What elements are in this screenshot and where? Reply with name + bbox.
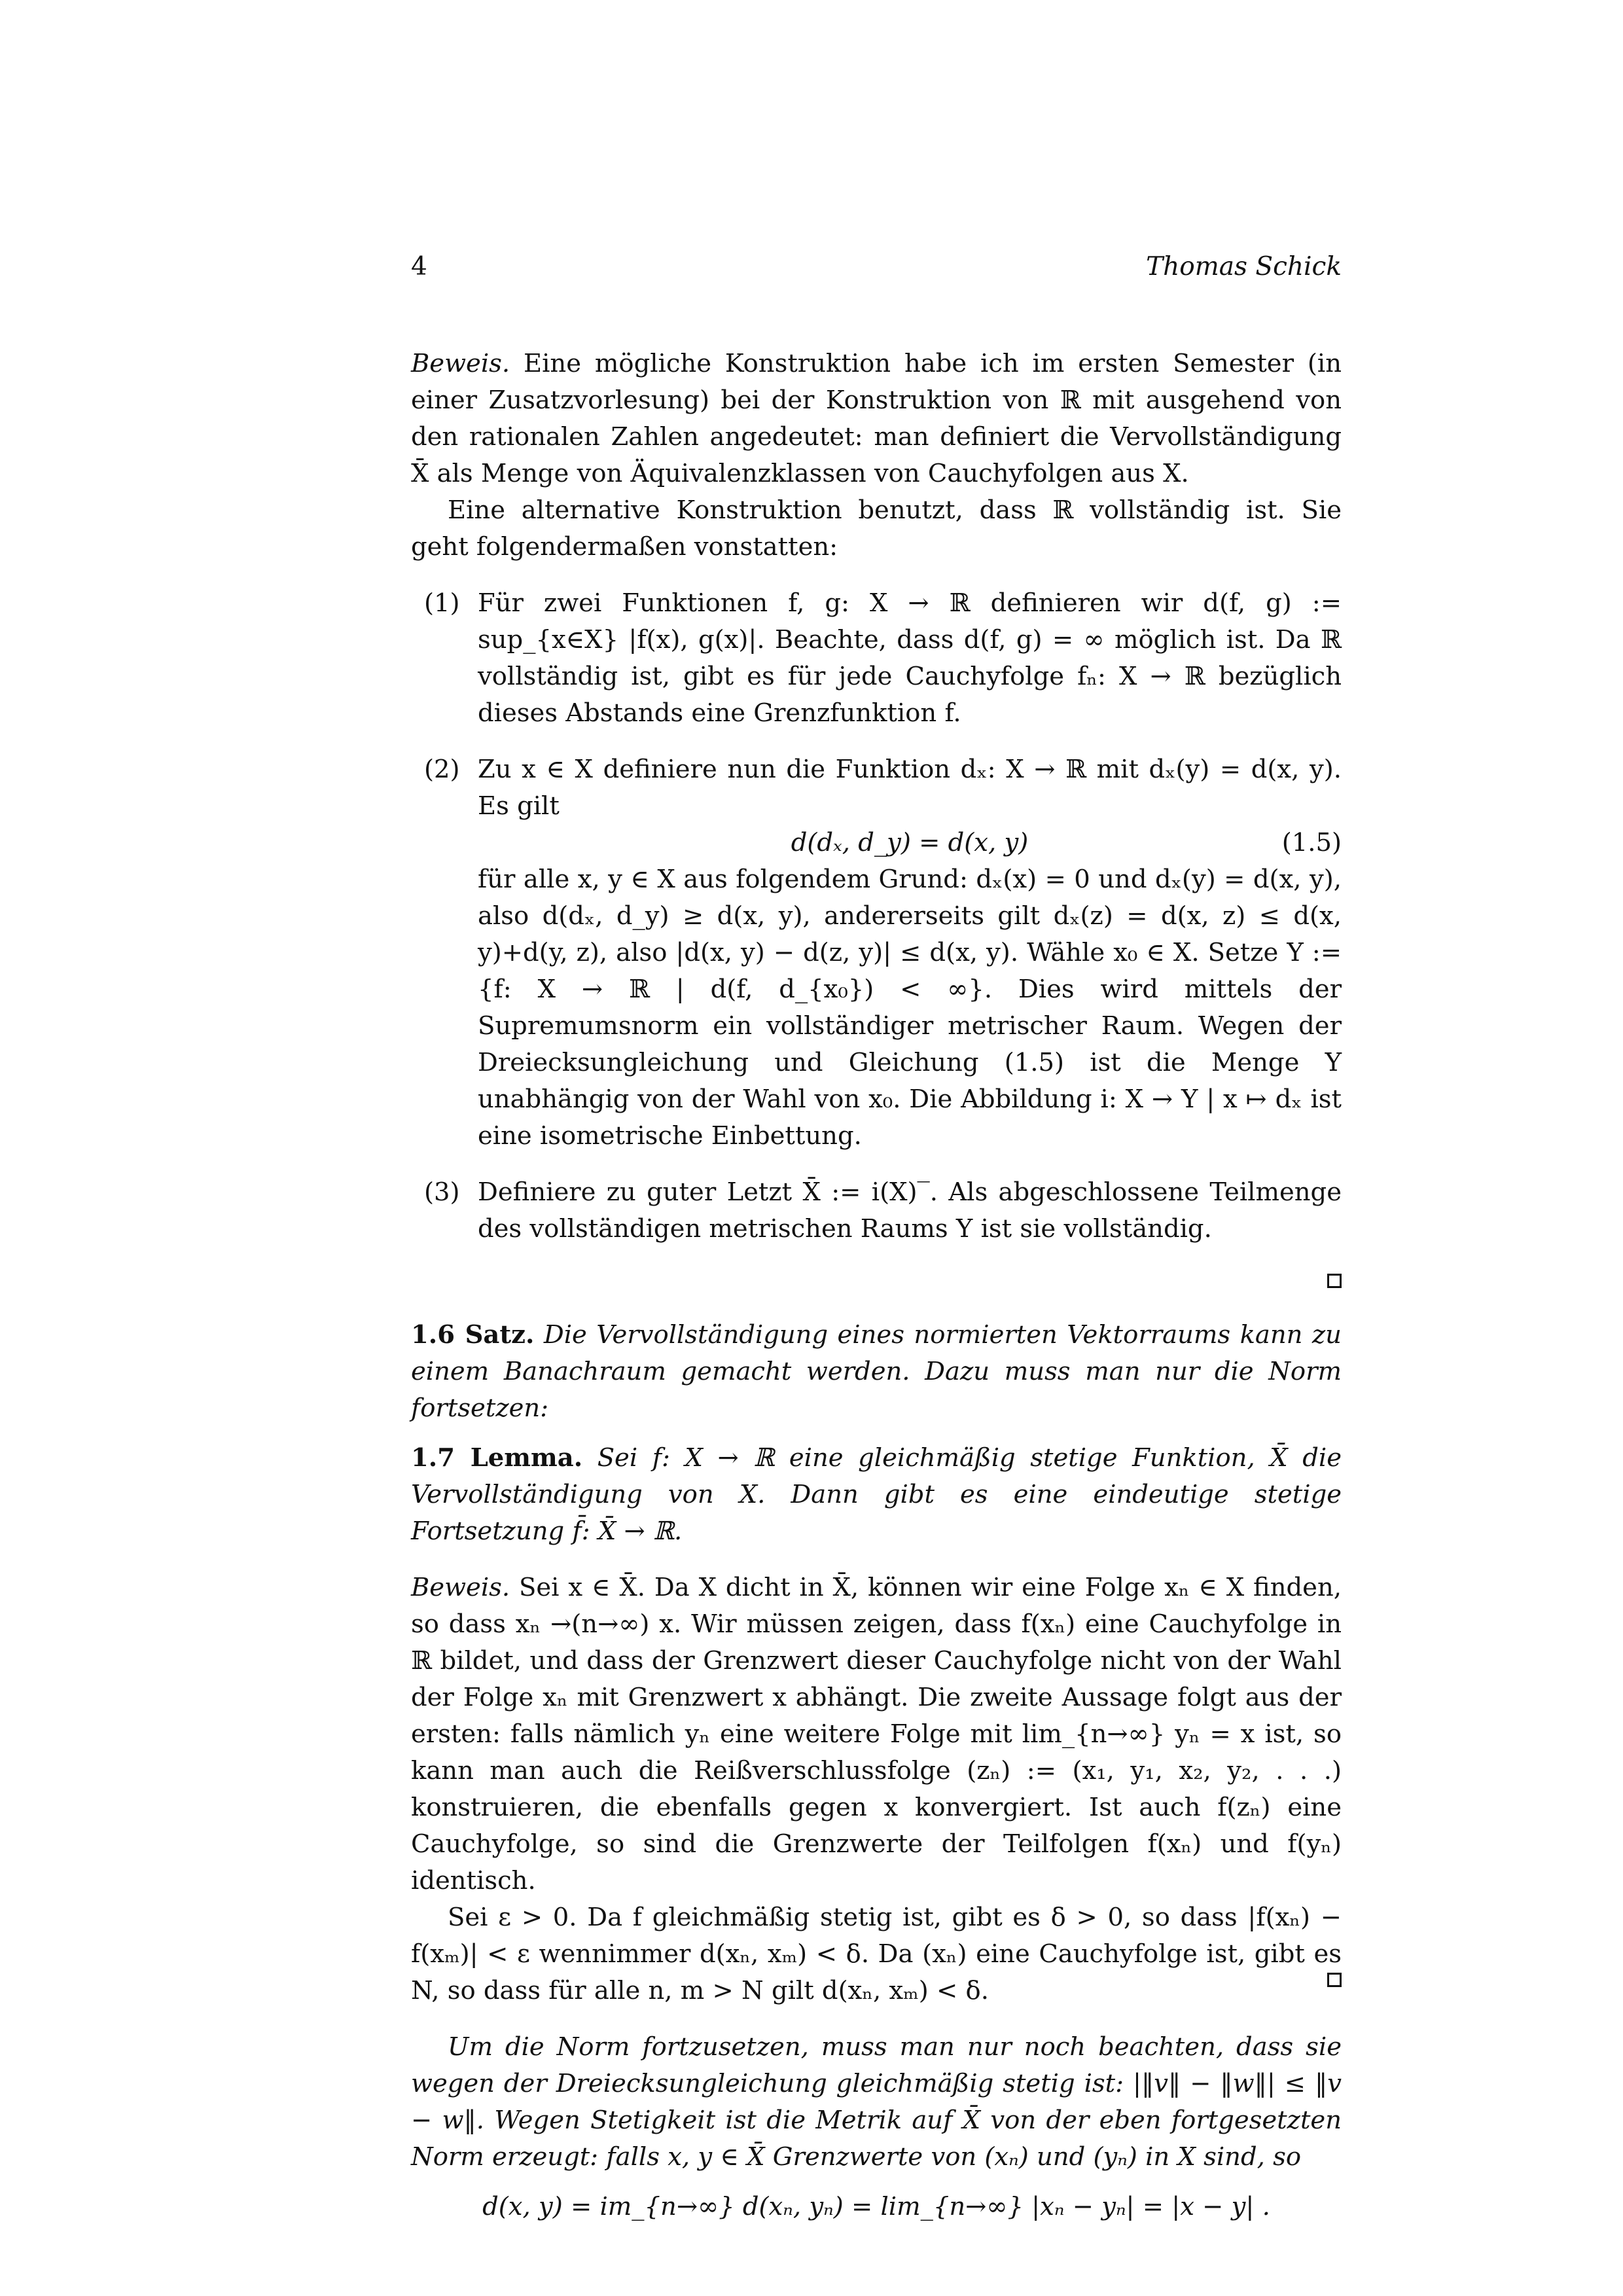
- qed-square-icon: [1327, 1274, 1342, 1288]
- equation-1-5-body: d(dₓ, d_y) = d(x, y): [791, 828, 1029, 857]
- proof2-p2: Sei ε > 0. Da f gleichmäßig stetig ist, gibt es δ > 0, so dass |f(xₙ) − f(xₘ)| < ε wennimmer d(xₙ, xₘ) < δ. Da (xₙ) eine Cauchyfolge ist, gibt es N, so dass für alle n, m > N gilt d(xₙ, xₘ) < δ.: [411, 1903, 1342, 2005]
- list-item-2-number: (2): [424, 755, 460, 784]
- list-item-1-text: Für zwei Funktionen f, g: X → ℝ definieren wir d(f, g) := sup_{x∈X} |f(x), g(x)|. Beachte, dass d(f, g) = ∞ möglich ist. Da ℝ vollständig ist, gibt es für jede Cauchyfolge fₙ: X → ℝ bezüglich dieses Abstands eine Grenzfunktion f.: [478, 588, 1342, 728]
- running-author: Thomas Schick: [1146, 252, 1342, 281]
- equation-1-5-number: (1.5): [1281, 828, 1342, 857]
- remark-paragraph: Um die Norm fortzusetzen, muss man nur noch beachten, dass sie wegen der Dreiecksungleichung gleichmäßig stetig ist: |‖v‖ − ‖w‖| ≤ ‖v − w‖. Wegen Stetigkeit ist die Metrik auf X̄ von der eben fortgesetzten Norm erzeugt: falls x, y ∈ X̄ Grenzwerte von (xₙ) und (yₙ) in X sind, so: [411, 2032, 1342, 2172]
- proof2-label: Beweis.: [411, 1573, 510, 1602]
- satz-text: Die Vervollständigung eines normierten Vektorraums kann zu einem Banachraum gemacht werden. Dazu muss man nur die Norm fortsetzen:: [411, 1320, 1342, 1423]
- satz-1-6: [411, 1317, 1342, 1427]
- proof2-paragraph-2: [411, 1899, 1342, 2009]
- equation-1-5: [478, 825, 1342, 861]
- list-item-3-text: Definiere zu guter Letzt X̄ := i(X)‾. Als abgeschlossene Teilmenge des vollständigen metrischen Raums Y ist sie vollständig.: [478, 1177, 1342, 1244]
- proof1-paragraph-2: Eine alternative Konstruktion benutzt, dass ℝ vollständig ist. Sie geht folgendermaßen vonstatten:: [411, 495, 1342, 562]
- list-item-2: [411, 751, 1342, 1155]
- lemma-label: 1.7 Lemma.: [411, 1443, 583, 1473]
- qed-square-icon: [1327, 1973, 1342, 1987]
- satz-label: 1.6 Satz.: [411, 1320, 535, 1350]
- page-number: 4: [411, 252, 427, 281]
- remark-equation: d(x, y) = im_{n→∞} d(xₙ, yₙ) = lim_{n→∞} |xₙ − yₙ| = |x − y| .: [482, 2192, 1270, 2221]
- page-body: [411, 346, 1342, 2225]
- list-item-3: [411, 1174, 1342, 1247]
- lemma-1-7: [411, 1440, 1342, 1550]
- list-item-3-number: (3): [424, 1177, 460, 1207]
- list-item-1: [411, 585, 1342, 732]
- list-item-1-number: (1): [424, 588, 460, 618]
- lemma-text: Sei f: X → ℝ eine gleichmäßig stetige Funktion, X̄ die Vervollständigung von X. Dann gibt es eine eindeutige stetige Fortsetzung f̄: X̄ → ℝ.: [411, 1443, 1342, 1546]
- proof2-p1: Sei x ∈ X̄. Da X dicht in X̄, können wir eine Folge xₙ ∈ X finden, so dass xₙ →(n→∞) x. Wir müssen zeigen, dass f(xₙ) eine Cauchyfolge in ℝ bildet, und dass der Grenzwert dieser Cauchyfolge nicht von der Wahl der Folge xₙ mit Grenzwert x abhängt. Die zweite Aussage folgt aus der ersten: falls nämlich yₙ eine weitere Folge mit lim_{n→∞} yₙ = x ist, so kann man auch die Reißverschlussfolge (zₙ) := (x₁, y₁, x₂, y₂, . . .) konstruieren, die ebenfalls gegen x konvergiert. Ist auch f(zₙ) eine Cauchyfolge, so sind die Grenzwerte der Teilfolgen f(xₙ) und f(yₙ) identisch.: [411, 1573, 1342, 1895]
- proof2-paragraph-1: [411, 1570, 1342, 1899]
- proof1-paragraph-1: [411, 346, 1342, 492]
- proof1-end: [411, 1261, 1342, 1297]
- proof1-label: Beweis.: [411, 349, 510, 378]
- list-item-2-continuation: für alle x, y ∈ X aus folgendem Grund: dₓ(x) = 0 und dₓ(y) = d(x, y), also d(dₓ, d_y) ≥ d(x, y), andererseits gilt dₓ(z) = d(x, z) ≤ d(x, y)+d(y, z), also |d(x, y) − d(z, y)| ≤ d(x, y). Wähle x₀ ∈ X. Setze Y := {f: X → ℝ | d(f, d_{x₀}) < ∞}. Dies wird mittels der Supremumsnorm ein vollständiger metrischer Raum. Wegen der Dreiecksungleichung und Gleichung (1.5) ist die Menge Y unabhängig von der Wahl von x₀. Die Abbildung i: X → Y | x ↦ dₓ ist eine isometrische Einbettung.: [478, 865, 1342, 1151]
- list-item-2-text: Zu x ∈ X definiere nun die Funktion dₓ: X → ℝ mit dₓ(y) = d(x, y). Es gilt: [478, 755, 1342, 821]
- proof1-p1: Eine mögliche Konstruktion habe ich im ersten Semester (in einer Zusatzvorlesung) bei der Konstruktion von ℝ mit ausgehend von den rationalen Zahlen angedeutet: man definiert die Vervollständigung X̄ als Menge von Äquivalenzklassen von Cauchyfolgen aus X.: [411, 349, 1342, 488]
